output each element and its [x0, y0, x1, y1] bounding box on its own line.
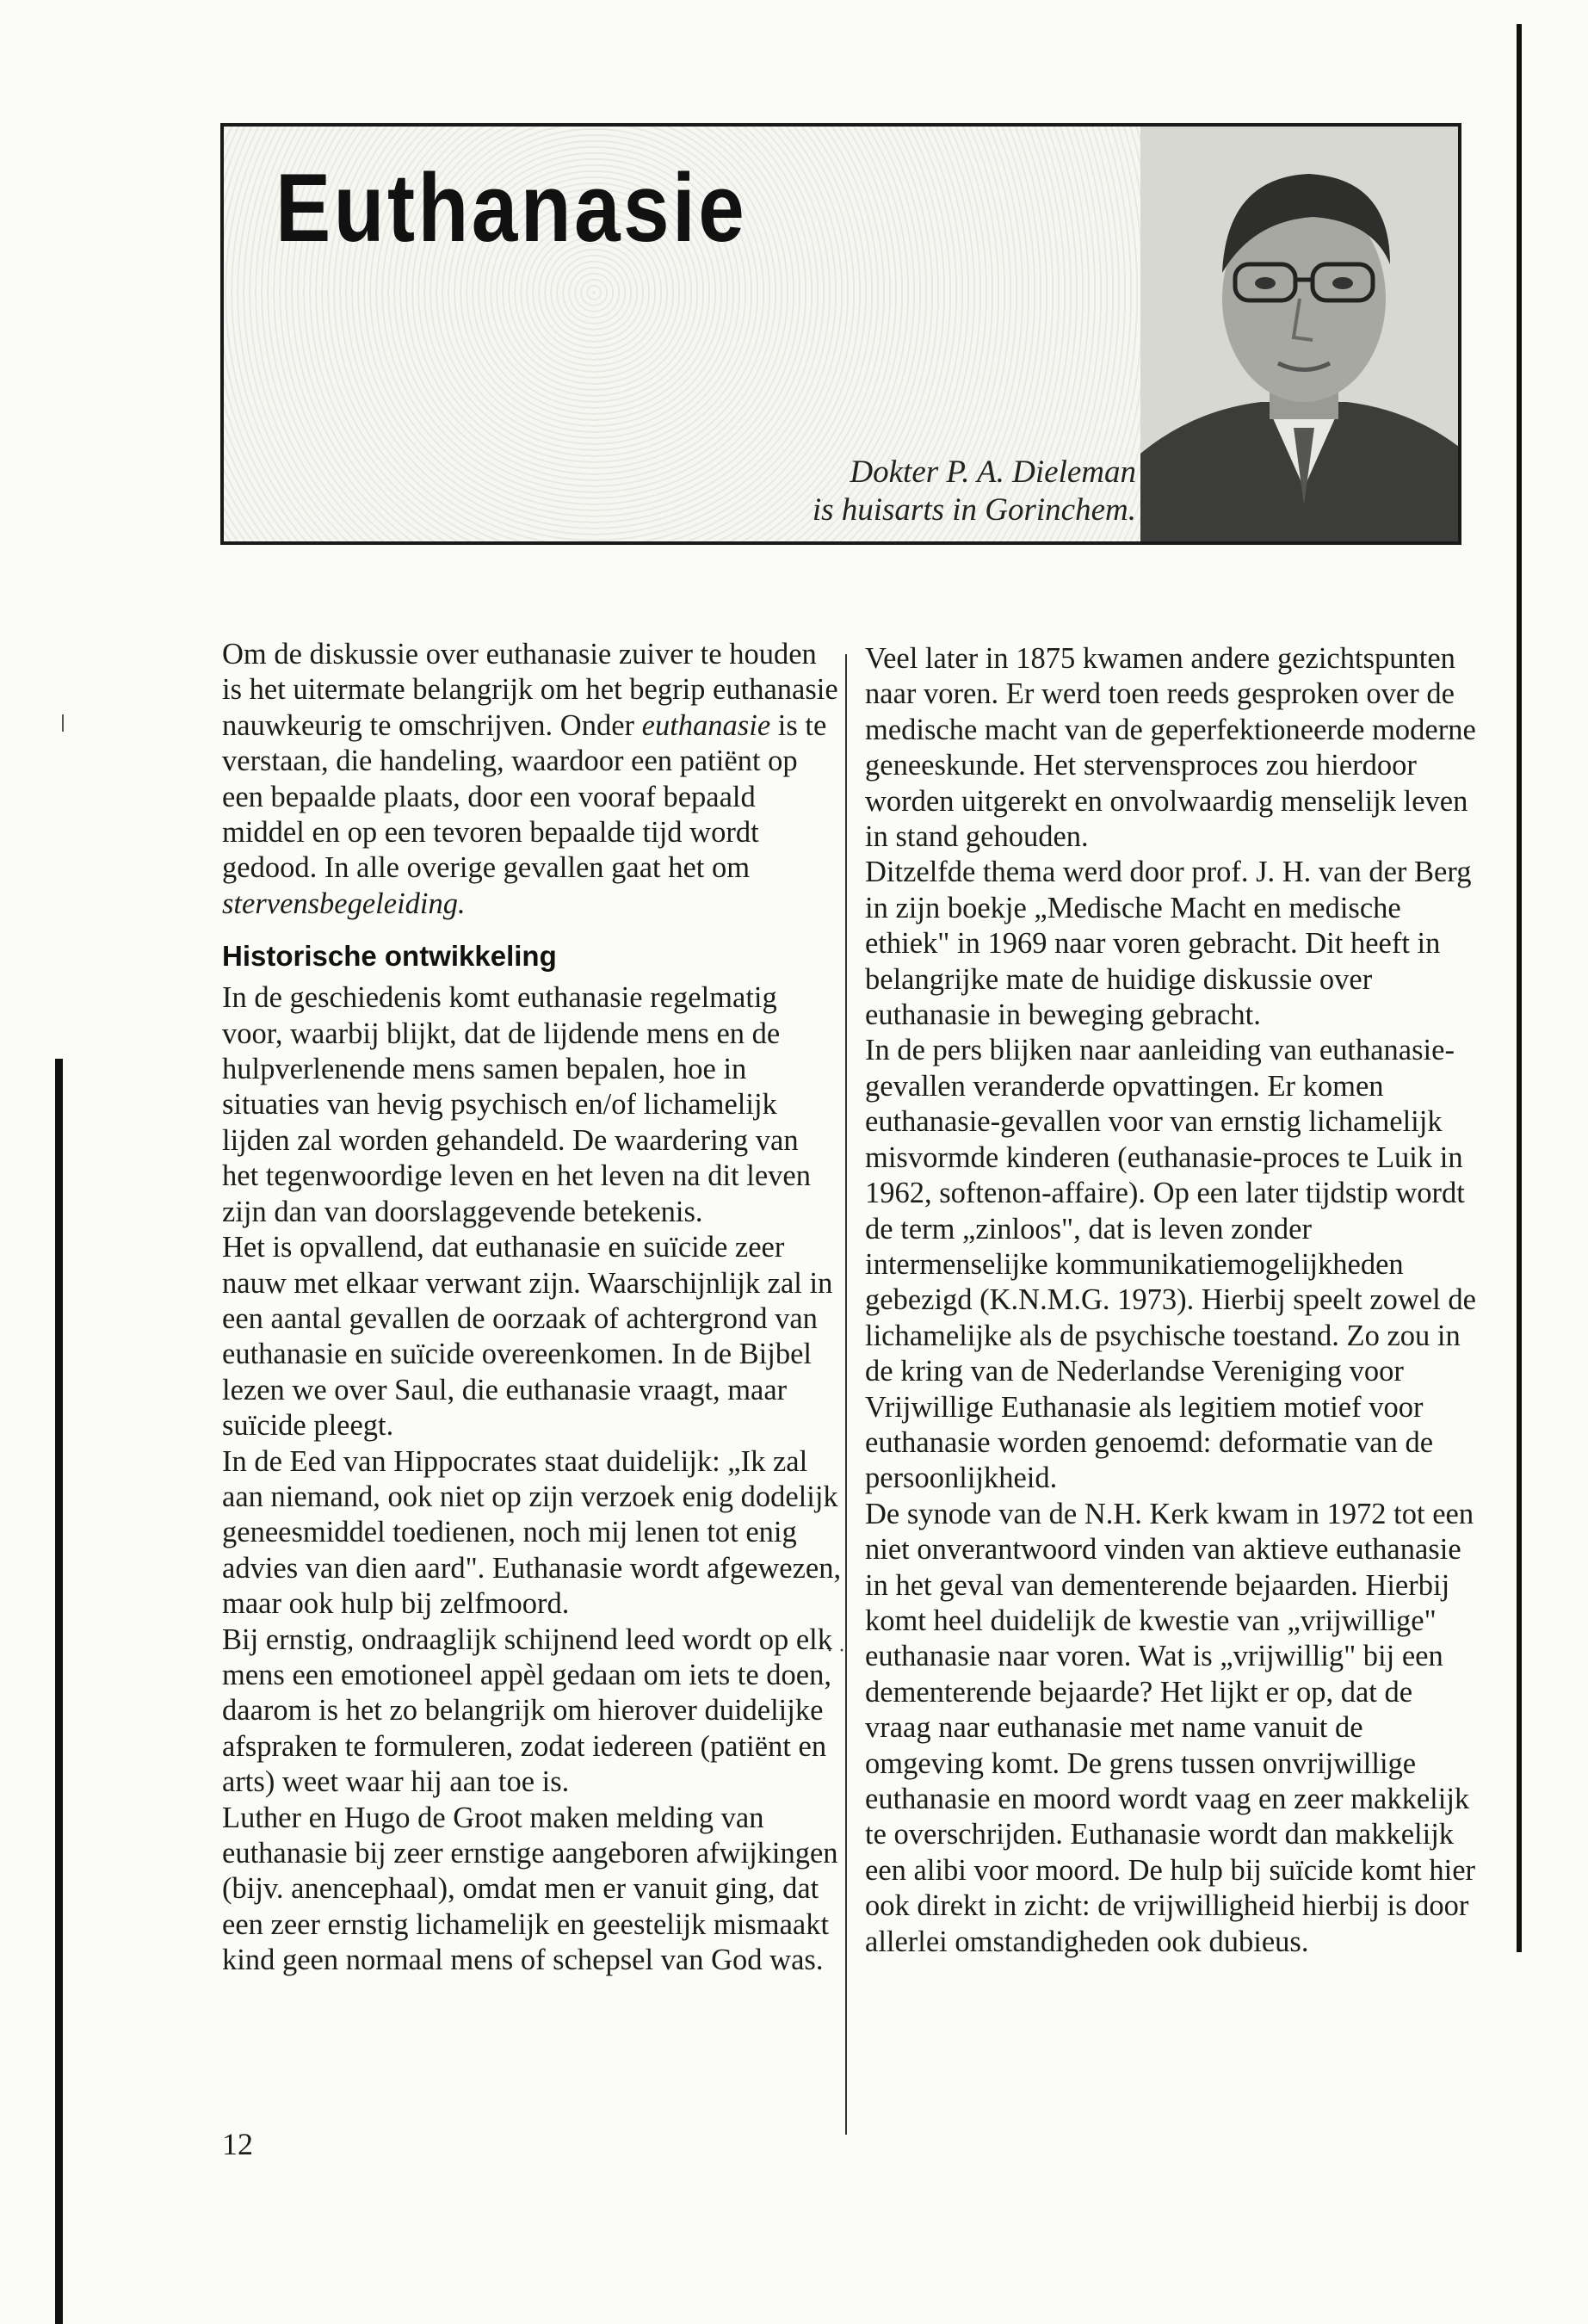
paragraph: Luther en Hugo de Groot maken melding van euthanasie bij zeer ernstige aangeboren afwijkingen (bijv. anencephaal), omdat men er vanuit ging, dat een zeer ernstig lichamelijk en geestelijk mismaakt kind geen normaal mens of schepsel van God was.	[222, 1801, 838, 1977]
paragraph: Het is opvallend, dat euthanasie en suïcide zeer nauw met elkaar verwant zijn. Waarschijnlijk zal in een aantal gevallen de oorzaak of achtergrond van euthanasie en suïcide overeenkomen. In de Bijbel lezen we over Saul, die euthanasie vraagt, maar suïcide pleegt.	[222, 1231, 833, 1443]
article-header	[220, 123, 1461, 545]
term-stervensbegeleiding: stervensbegeleiding.	[222, 887, 466, 920]
paragraph: In de Eed van Hippocrates staat duidelijk: „Ik zal aan niemand, ook niet op zijn verzoek enig dodelijk geneesmiddel toedienen, noch mij lenen tot enig advies van dien aard". Euthanasie wordt afgewezen, maar ook hulp bij zelfmoord.	[222, 1444, 842, 1621]
paragraph: Bij ernstig, ondraaglijk schijnend leed wordt op elk mens een emotioneel appèl gedaan om iets te doen, daarom is het zo belangrijk om hierover duidelijke afspraken te formuleren, zodat iedereen (patiënt en arts) weet waar hij aan toe is.	[222, 1622, 833, 1799]
article-title: Euthanasie	[275, 154, 748, 262]
paragraph: Veel later in 1875 kwamen andere gezichtspunten naar voren. Er werd toen reeds gesproken over de medische macht van de geperfektioneerde moderne geneeskunde. Het stervensproces zou hierdoor worden uitgerekt en onvolwaardig menselijk leven in stand gehouden.	[865, 642, 1476, 854]
intro-paragraph	[222, 637, 842, 922]
author-portrait	[1140, 127, 1461, 545]
page-number: 12	[222, 2127, 253, 2161]
paragraph: Ditzelfde thema werd door prof. J. H. van der Berg in zijn boekje „Medische Macht en medische ethiek" in 1969 naar voren gebracht. Dit heeft in belangrijke mate de huidige diskussie over euthanasie in beweging gebracht.	[865, 856, 1472, 1032]
margin-rule-right	[1517, 24, 1522, 1952]
intro-text-1: Om de diskussie over euthanasie zuiver te houden is het uitermate belangrijk om het begrip euthanasie nauwkeurig te omschrijven. Onder	[222, 638, 838, 742]
paragraph: In de pers blijken naar aanleiding van euthanasie-gevallen veranderde opvattingen. Er komen euthanasie-gevallen voor van ernstig lichamelijk misvormde kinderen (euthanasie-proces te Luik in 1962, softenon-affaire). Op een later tijdstip wordt de term „zinloos", dat is leven zonder intermenselijke kommunikatiemogelijkheden gebezigd (K.N.M.G. 1973). Hierbij speelt zowel de lichamelijke als de psychische toestand. Zo zou in de kring van de Nederlandse Vereniging voor Vrijwillige Euthanasie als legitiem motief voor euthanasie worden genoemd: deformatie van de persoonlijkheid.	[865, 1034, 1476, 1495]
margin-dots: · ·	[826, 1640, 845, 1662]
article-column-left	[222, 637, 842, 1979]
article-column-right	[865, 641, 1485, 1960]
section-heading: Historische ontwikkeling	[222, 940, 557, 973]
author-caption	[792, 454, 1136, 529]
paragraph: In de geschiedenis komt euthanasie regelmatig voor, waarbij blijkt, dat de lijdende mens en de hulpverlenende mens samen bepalen, hoe in situaties van hevig psychisch en/of lichamelijk lijden zal worden gehandeld. De waardering van het tegenwoordige leven en het leven na dit leven zijn dan van doorslaggevende betekenis.	[222, 981, 811, 1228]
term-euthanasie: euthanasie	[641, 708, 771, 742]
caption-line-2: is huisarts in Gorinchem.	[812, 492, 1136, 528]
caption-line-1: Dokter P. A. Dieleman	[850, 454, 1136, 490]
margin-tick	[62, 714, 64, 732]
intro-text-2: is te verstaan, die handeling, waardoor een patiënt op een bepaalde plaats, door een vooraf bepaald middel en op een tevoren bepaalde tijd wordt gedood. In alle overige gevallen gaat het om	[222, 708, 827, 885]
paragraph: De synode van de N.H. Kerk kwam in 1972 tot een niet onverantwoord vinden van aktieve euthanasie in het geval van dementerende bejaarden. Hierbij komt heel duidelijk de kwestie van „vrijwillige" euthanasie naar voren. Wat is „vrijwillig" bij een dementerende bejaarde? Het lijkt er op, dat de vraag naar euthanasie met name vanuit de omgeving komt. De grens tussen onvrijwillige euthanasie en moord wordt vaag en zeer makkelijk te overschrijden. Euthanasie wordt dan makkelijk een alibi voor moord. De hulp bij suïcide komt hier ook direkt in zicht: de vrijwilligheid hierbij is door allerlei omstandigheden ook dubieus.	[865, 1497, 1476, 1958]
column-divider	[845, 654, 847, 2135]
margin-rule-left	[55, 1059, 63, 2324]
